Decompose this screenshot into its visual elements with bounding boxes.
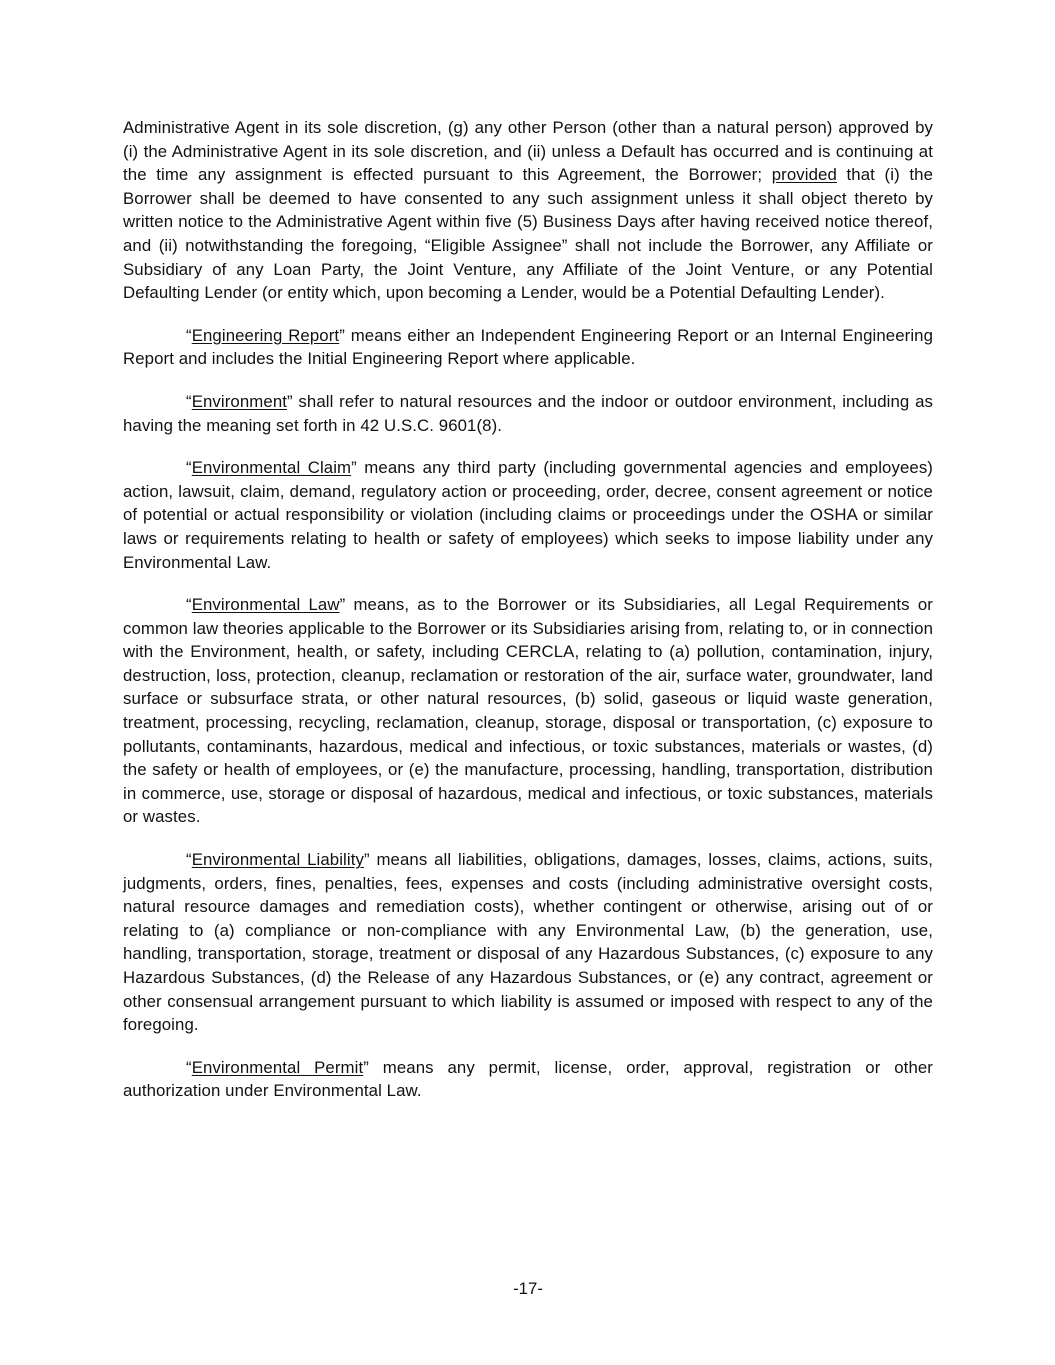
paragraph-environmental-liability	[123, 848, 933, 1037]
paragraph-text: ” means any permit, license, order, approval, registration or other authorization under Environmental Law.	[123, 1057, 933, 1101]
paragraph-text: ” means any third party (including governmental agencies and employees) action, lawsuit, claim, demand, regulatory action or proceeding, order, decree, consent agreement or notice of potential or actual responsibility or violation (including claims or proceedings under the OSHA or similar laws or requirements relating to health or safety of employees) which seeks to impose liability under any Environmental Law.	[123, 458, 934, 572]
paragraph-environment	[123, 390, 933, 437]
open-quote: “	[186, 325, 192, 345]
paragraph-environmental-permit	[123, 1056, 933, 1103]
paragraph-text: Administrative Agent in its sole discretion, (g) any other Person (other than a natural person) approved by (i) the Administrative Agent in its sole discretion, and (ii) unless a Default has occurred and is continuing at the time any assignment is effected pursuant to this Agreement, the Borrower;	[123, 118, 933, 185]
paragraph-eligible-assignee-continuation	[123, 116, 933, 305]
open-quote: “	[186, 1057, 192, 1077]
paragraph-environmental-claim	[123, 456, 933, 574]
paragraph-text: ” shall refer to natural resources and the indoor or outdoor environment, including as having the meaning set forth in 42 U.S.C. 9601(8).	[123, 391, 933, 435]
defined-term-environmental-law: Environmental Law	[191, 595, 340, 615]
paragraph-text: ” means, as to the Borrower or its Subsidiaries, all Legal Requirements or common law theories applicable to the Borrower or its Subsidiaries arising from, relating to, or in connection with the Environment, health, or safety, including CERCLA, relating to (a) pollution, contamination, injury, destruction, loss, protection, cleanup, reclamation or restoration of the air, surface water, groundwater, land surface or subsurface strata, or other natural resources, (b) solid, gaseous or liquid waste generation, treatment, processing, recycling, reclamation, cleanup, storage, disposal or transportation, (c) exposure to pollutants, contaminants, hazardous, medical and infectious, or toxic substances, materials or wastes, (d) the safety or health of employees, or (e) the manufacture, processing, handling, transportation, distribution in commerce, use, storage or disposal of hazardous, medical and infectious, or toxic substances, materials or wastes.	[123, 595, 933, 827]
open-quote: “	[186, 391, 192, 411]
open-quote: “	[186, 595, 192, 615]
paragraph-text: ” means all liabilities, obligations, damages, losses, claims, actions, suits, judgments, orders, fines, penalties, fees, expenses and costs (including administrative oversight costs, natural resource damages and remediation costs), whether contingent or otherwise, arising out of or relating to (a) compliance or non-compliance with any Environmental Law, (b) the generation, use, handling, transportation, storage, treatment or disposal of any Hazardous Substances, (c) exposure to any Hazardous Substances, (d) the Release of any Hazardous Substances, or (e) any contract, agreement or other consensual arrangement pursuant to which liability is assumed or imposed with respect to any of the foregoing.	[123, 850, 933, 1035]
page-number: -17-	[513, 1279, 543, 1298]
defined-term-environmental-permit: Environmental Permit	[191, 1057, 364, 1077]
paragraph-engineering-report	[123, 324, 933, 371]
open-quote: “	[186, 850, 192, 870]
paragraph-text: ” means either an Independent Engineering Report or an Internal Engineering Report and includes the Initial Engineering Report where applicable.	[123, 325, 934, 369]
defined-term-engineering-report: Engineering Report	[191, 325, 340, 345]
paragraph-text: that (i) the Borrower shall be deemed to have consented to any such assignment unless it shall object thereto by written notice to the Administrative Agent within five (5) Business Days after having received notice thereof, and (ii) notwithstanding the foregoing, “Eligible Assignee” shall not include the Borrower, any Affiliate or Subsidiary of any Loan Party, the Joint Venture, any Affiliate of the Joint Venture, or any Potential Defaulting Lender (or entity which, upon becoming a Lender, would be a Potential Defaulting Lender).	[123, 165, 933, 303]
defined-term-environment: Environment	[191, 391, 288, 411]
paragraph-environmental-law	[123, 593, 933, 829]
document-body	[123, 116, 933, 1279]
defined-term-environmental-liability: Environmental Liability	[191, 850, 364, 870]
defined-term-environmental-claim: Environmental Claim	[191, 458, 352, 478]
defined-term-provided: provided	[771, 165, 837, 185]
open-quote: “	[186, 458, 192, 478]
